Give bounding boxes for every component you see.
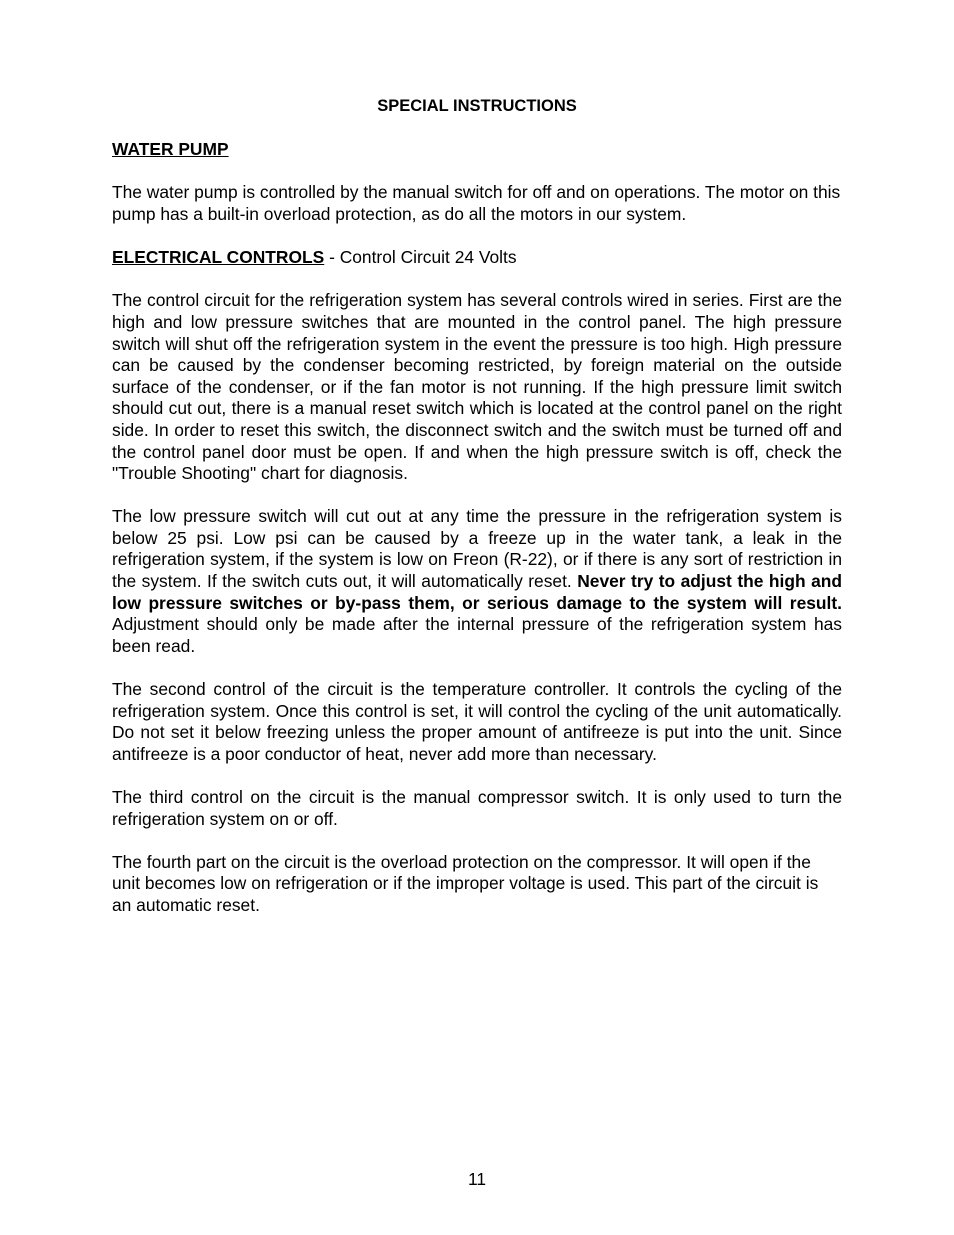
- water-pump-paragraph: The water pump is controlled by the manual switch for off and on operations. The motor on this pump has a built-in overload protection, as do all the motors in our system.: [112, 182, 841, 224]
- water-pump-heading: WATER PUMP: [112, 139, 229, 160]
- electrical-controls-heading-line: [112, 247, 842, 269]
- compressor-switch-paragraph: The third control on the circuit is the manual compressor switch. It is only used to turn the refrigeration system on or off.: [112, 787, 842, 829]
- low-pressure-text-end: Adjustment should only be made after the internal pressure of the refrigeration system has been read.: [112, 614, 842, 656]
- temperature-controller-paragraph: The second control of the circuit is the temperature controller. It controls the cycling of the refrigeration system. Once this control is set, it will control the cycling of the unit automatically. Do not set it below freezing unless the proper amount of antifreeze is put into the unit. Since antifreeze is a poor conductor of heat, never add more than necessary.: [112, 679, 842, 764]
- low-pressure-text-start: The low pressure switch will cut out at any time the pressure in the refrigeration system is below 25 psi. Low psi can be caused by a freeze up in the water tank, a leak in the refrigeration system, if the system is low on Freon (R-22), or if there is any sort of restriction in the system. If the switch cuts out, it will automatically reset.: [112, 506, 842, 592]
- document-page: [112, 96, 842, 938]
- page-number: 11: [467, 1169, 487, 1189]
- low-pressure-paragraph: [112, 506, 842, 657]
- page-title: SPECIAL INSTRUCTIONS: [377, 97, 577, 115]
- electrical-controls-heading: ELECTRICAL CONTROLS: [112, 247, 325, 268]
- low-pressure-warning: Never try to adjust the high and low pressure switches or by-pass them, or serious damage to the system will result.: [112, 571, 842, 613]
- control-circuit-paragraph: The control circuit for the refrigeration system has several controls wired in series. First are the high and low pressure switches that are mounted in the control panel. The high pressure switch will shut off the refrigeration system in the event the pressure is too high. High pressure can be caused by the condenser becoming restricted, by foreign material on the outside surface of the condenser, or if the fan motor is not running. If the high pressure limit switch should cut out, there is a manual reset switch which is located at the control panel on the right side. In order to reset this switch, the disconnect switch and the switch must be turned off and the control panel door must be open. If and when the high pressure switch is off, check the "Trouble Shooting" chart for diagnosis.: [112, 290, 842, 484]
- electrical-controls-subheading: - Control Circuit 24 Volts: [324, 247, 517, 268]
- overload-protection-paragraph: The fourth part on the circuit is the overload protection on the compressor. It will open if the unit becomes low on refrigeration or if the improper voltage is used. This part of the circuit is an automatic reset.: [112, 851, 819, 915]
- water-pump-heading-line: [112, 139, 842, 161]
